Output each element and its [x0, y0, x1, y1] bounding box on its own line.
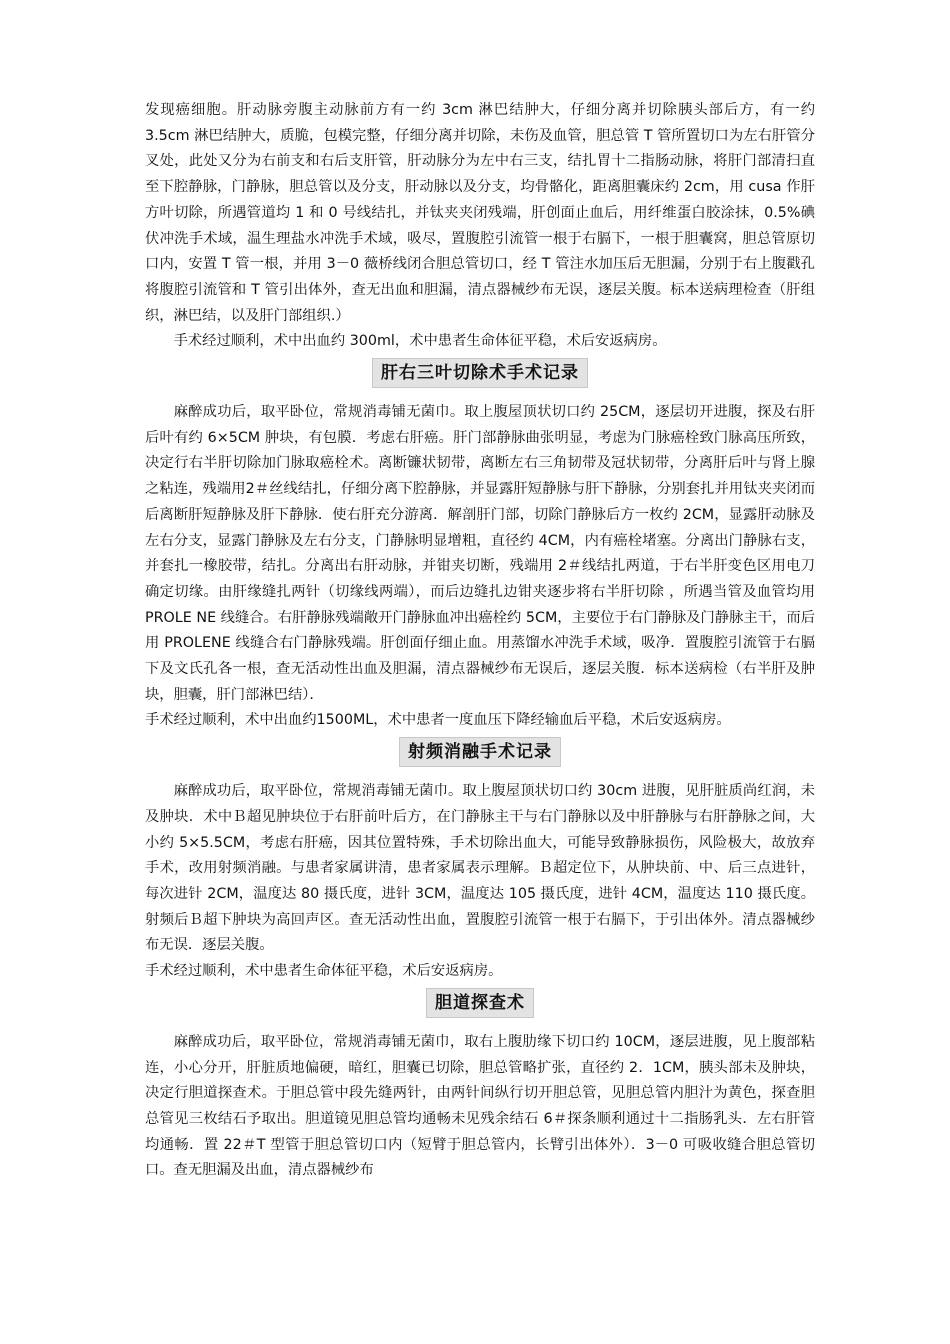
section-heading-wrap — [145, 358, 815, 396]
radiofrequency-ablation-closing-line: 手术经过顺利，术中患者生命体征平稳，术后安返病房。 — [145, 963, 503, 980]
document-page — [145, 98, 815, 1184]
section-title-bile-duct-exploration: 胆道探查术 — [426, 988, 534, 1018]
right-trisectionectomy-paragraph: 麻醉成功后，取平卧位，常规消毒铺无菌巾。取上腹屋顶状切口约 25CM，逐层切开进腹，探及右肝后叶有约 6×5CM 肿块，有包膜．考虑右肝癌。肝门部静脉曲张明显，考虑为门脉癌栓致门脉高压所致，决定行右半肝切除加门脉取癌栓术。离断镰状韧带，离断左右三角韧带及冠状韧带，分离肝后叶与肾上腺之粘连，残端用2＃丝线结扎，仔细分离下腔静脉，并显露肝短静脉与肝下静脉，分别套扎并用钛夹夹闭而后离断肝短静脉及肝下静脉．使右肝充分游离．解剖肝门部，切除门静脉后方一枚约 2CM，显露肝动脉及左右分支，显露门静脉及左右分支，门静脉明显增粗，直径约 4CM，内有癌栓堵塞。分离出门静脉右支，并套扎一橡胶带，结扎。分离出右肝动脉，并钳夹切断，残端用 2＃线结扎两道，于右半肝变色区用电刀确定切缘。由肝缘缝扎两针（切缘线两端），而后边缝扎边钳夹逐步将右半肝切除 ，所遇当管及血管均用 PROLE NE 线缝合。右肝静脉残端敞开门静脉血冲出癌栓约 5CM，主要位于右门静脉及门静脉主干，而后用 PROLENE 线缝合右门静脉残端。肝创面仔细止血。用蒸馏水冲洗手术域，吸净．置腹腔引流管于右膈下及文氏孔各一根，查无活动性出血及胆漏，清点器械纱布无误后，逐层关腹．标本送病检（右半肝及肿块，胆囊，肝门部淋巴结）． — [145, 404, 815, 703]
section-heading-wrap — [145, 988, 815, 1026]
radiofrequency-ablation-paragraph: 麻醉成功后，取平卧位，常规消毒铺无菌巾。取上腹屋顶状切口约 30cm 进腹，见肝脏质尚红润，未及肿块．术中Ｂ超见肿块位于右肝前叶后方，在门静脉主干与右门静脉以及中肝静脉与右肝静脉之间，大小约 5×5.5CM，考虑右肝癌，因其位置特殊，手术切除出血大，可能导致静脉损伤，风险极大，故放弃手术，改用射频消融。与患者家属讲清，患者家属表示理解。Ｂ超定位下，从肿块前、中、后三点进针，每次进针 2CM，温度达 80 摄氏度，进针 3CM，温度达 105 摄氏度，进针 4CM，温度达 110 摄氏度。射频后Ｂ超下肿块为高回声区。查无活动性出血，置腹腔引流管一根于右膈下，于引出体外。清点器械纱布无误．逐层关腹。 — [145, 783, 815, 954]
right-trisectionectomy-closing-line: 手术经过顺利，术中出血约1500ML，术中患者一度血压下降经输血后平稳，术后安返病房。 — [145, 712, 731, 729]
section-title-right-trisectionectomy: 肝右三叶切除术手术记录 — [372, 358, 588, 388]
intro-closing-line: 手术经过顺利，术中出血约 300ml，术中患者生命体征平稳，术后安返病房。 — [173, 333, 667, 350]
section-title-radiofrequency-ablation: 射频消融手术记录 — [399, 737, 561, 767]
intro-paragraph: 发现癌细胞。肝动脉旁腹主动脉前方有一约 3cm 淋巴结肿大，仔细分离并切除胰头部后方，有一约 3.5cm 淋巴结肿大，质脆，包模完整，仔细分离并切除，未伤及血管，胆总管 T 管所置切口为左右肝管分叉处，此处又分为右前支和右后支肝管，肝动脉分为左中右三支，结扎胃十二指肠动脉，将肝门部清扫直至下腔静脉，门静脉，胆总管以及分支，肝动脉以及分支，均骨骼化，距离胆囊床约 2cm，用 cusa 作肝方叶切除，所遇管道均 1 和 0 号线结扎，并钛夹夹闭残端，肝创面止血后，用纤维蛋白胶涂抹，0.5%碘伏冲洗手术域，温生理盐水冲洗手术域，吸尽，置腹腔引流管一根于右膈下，一根于胆囊窝，胆总管原切口内，安置 T 管一根，并用 3－0 薇桥线闭合胆总管切口，经 T 管注水加压后无胆漏，分别于右上腹戳孔将腹腔引流管和 T 管引出体外，查无出血和胆漏，清点器械纱布无误，逐层关腹。标本送病理检查（肝组织，淋巴结，以及肝门部组织.） — [145, 102, 815, 324]
bile-duct-exploration-paragraph: 麻醉成功后，取平卧位，常规消毒铺无菌巾，取右上腹肋缘下切口约 10CM，逐层进腹，见上腹部粘连，小心分开，肝脏质地偏硬，暗红，胆囊已切除，胆总管略扩张，直径约 2．1CM，胰头部未及肿块，决定行胆道探查术。于胆总管中段先缝两针，由两针间纵行切开胆总管，见胆总管内胆汁为黄色，探查胆总管见三枚结石予取出。胆道镜见胆总管均通畅未见残余结石 6＃探条顺利通过十二指肠乳头．左右肝管均通畅．置 22＃T 型管于胆总管切口内（短臂于胆总管内，长臂引出体外）．3－0 可吸收缝合胆总管切口。查无胆漏及出血，清点器械纱布 — [145, 1033, 815, 1179]
section-heading-wrap — [145, 737, 815, 775]
